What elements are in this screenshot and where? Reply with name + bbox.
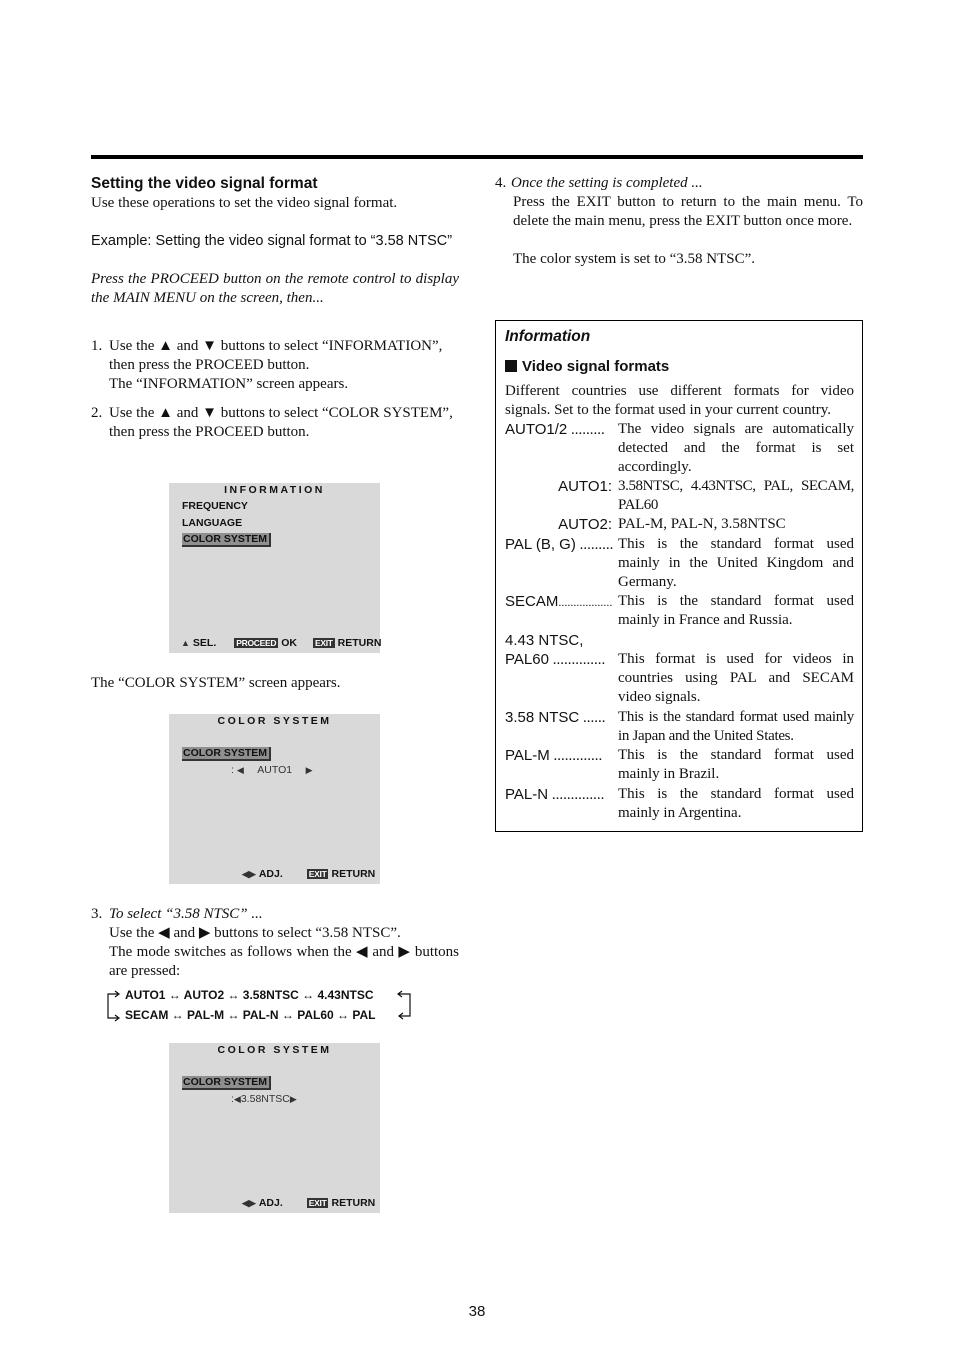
osd-value-row: : ◀︎ AUTO1 ▶︎ — [231, 764, 313, 776]
def-pal60: PAL60 .............. This format is used for videos in countries using PAL and SECAM video signals. — [505, 651, 854, 705]
left-arrow-icon: ◀︎ — [236, 765, 244, 775]
step-3-text-b: The mode switches as follows when the ◀ and ▶ buttons are pressed: — [109, 944, 459, 979]
step-4-text-a: Press the EXIT button to return to the main menu. To delete the main menu, press the EXIT button once more. — [513, 194, 863, 229]
info-title: Information — [505, 328, 591, 345]
adj-label: ADJ. — [258, 868, 283, 880]
color-system-appears-text: The “COLOR SYSTEM” screen appears. — [91, 675, 341, 691]
osd-information-screen — [169, 483, 380, 653]
def-term: PAL-N — [505, 786, 549, 803]
osd-footer — [242, 1197, 375, 1209]
adj-label: ADJ. — [258, 1197, 283, 1209]
return-label: RETURN — [331, 1197, 376, 1209]
osd-item-frequency: FREQUENCY — [182, 500, 248, 512]
def-term: SECAM — [505, 593, 559, 610]
page-number: 38 — [468, 1303, 486, 1320]
def-desc: This is the standard format used mainly in Japan and the United States. — [618, 709, 854, 744]
section-title: Setting the video signal format — [91, 175, 318, 192]
square-bullet-icon — [505, 360, 517, 372]
proceed-badge-icon: PROCEED — [236, 638, 277, 648]
info-subtitle: Video signal formats — [505, 358, 669, 375]
def-term: 4.43 NTSC, — [505, 632, 584, 649]
right-arrow-icon: ▶︎ — [289, 1094, 297, 1104]
def-desc: This is the standard format used mainly in the United Kingdom and Germany. — [618, 536, 854, 590]
def-pal-bg: PAL (B, G) ......... This is the standard format used mainly in the United Kingdom and Germany. — [505, 536, 854, 590]
def-term: AUTO2: — [558, 516, 612, 533]
def-auto2 — [505, 515, 854, 534]
right-column — [495, 174, 863, 269]
left-right-arrows-icon: ◀︎▶︎ — [242, 868, 256, 879]
osd-item-color-system: COLOR SYSTEM — [182, 533, 271, 547]
def-term: PAL-M — [505, 747, 550, 764]
example-text: Example: Setting the video signal format to “3.58 NTSC” — [91, 233, 453, 249]
left-column — [91, 174, 459, 442]
osd-title: COLOR SYSTEM — [217, 1044, 332, 1056]
def-auto12: AUTO1/2 ......... The video signals are automatically detected and the format is set accordingly. — [505, 421, 854, 475]
steps-list — [91, 337, 459, 442]
osd-footer — [242, 868, 375, 880]
step-2: 2. Use the ▲ and ▼ buttons to select “COLOR SYSTEM”, then press the PROCEED button. — [91, 405, 453, 440]
return-label: RETURN — [331, 868, 376, 880]
exit-badge-icon: EXIT — [308, 1198, 327, 1208]
osd-value-row: :◀︎3.58NTSC▶︎ — [231, 1093, 297, 1105]
def-secam: SECAM.................. This is the standard format used mainly in France and Russia. — [505, 593, 854, 628]
osd-title: INFORMATION — [224, 484, 325, 496]
info-intro: Different countries use different formats for video signals. Set to the format used in your current country. — [505, 383, 854, 418]
osd-title: COLOR SYSTEM — [217, 715, 332, 727]
exit-badge-icon: EXIT — [308, 869, 327, 879]
osd-color-system-screen-1 — [169, 714, 380, 884]
left-right-arrows-icon: ◀︎▶︎ — [242, 1197, 256, 1208]
step-3: 3. To select “3.58 NTSC” ... Use the ◀ and ▶ buttons to select “3.58 NTSC”. The mode switches as follows when the ◀ and ▶ buttons are pressed: — [91, 906, 459, 979]
def-auto1 — [505, 477, 854, 515]
information-box — [495, 320, 863, 832]
osd-color-system-screen-2 — [169, 1043, 380, 1213]
proceed-note: Press the PROCEED button on the remote control to display the MAIN MENU on the screen, then... — [91, 271, 459, 306]
step-3-heading: To select “3.58 NTSC” ... — [109, 906, 263, 922]
def-desc: This is the standard format used mainly in France and Russia. — [618, 593, 854, 628]
def-358ntsc: 3.58 NTSC ...... This is the standard format used mainly in Japan and the United States. — [505, 709, 854, 744]
def-desc: The video signals are automatically detected and the format is set accordingly. — [618, 421, 854, 475]
step-3-text-a: Use the ◀ and ▶ buttons to select “3.58 NTSC”. — [109, 925, 401, 941]
osd-value: AUTO1 — [257, 764, 293, 776]
step-4-heading: Once the setting is completed ... — [511, 175, 703, 191]
step-1-text: Use the ▲ and ▼ buttons to select “INFORMATION”, then press the PROCEED button. — [109, 338, 443, 373]
up-down-arrows-icon: ▲︎ — [181, 638, 190, 648]
def-desc: PAL-M, PAL-N, 3.58NTSC — [618, 516, 786, 532]
top-rule — [91, 155, 863, 159]
intro-text: Use these operations to set the video signal format. — [91, 195, 398, 211]
ok-label: OK — [281, 637, 297, 649]
step-4: 4. Once the setting is completed ... Press the EXIT button to return to the main menu. To delete the main menu, press the EXIT button once more. The color system is set to “3.58 NTSC”. — [495, 175, 863, 267]
def-term: PAL60 — [505, 651, 549, 668]
osd-value: 3.58NTSC — [240, 1093, 290, 1105]
def-desc: This is the standard format used mainly in Brazil. — [618, 747, 854, 782]
def-desc: This format is used for videos in countries using PAL and SECAM video signals. — [618, 651, 854, 705]
cycle-row-1: AUTO1 ↔ AUTO2 ↔ 3.58NTSC ↔ 4.43NTSC — [125, 988, 374, 1002]
step-4-text-b: The color system is set to “3.58 NTSC”. — [513, 251, 756, 267]
osd-footer — [181, 637, 381, 649]
def-pal-n: PAL-N .............. This is the standard format used mainly in Argentina. — [505, 786, 854, 821]
def-pal-m: PAL-M ............. This is the standard format used mainly in Brazil. — [505, 747, 854, 782]
mode-cycle-diagram — [109, 986, 375, 1026]
exit-badge-icon: EXIT — [314, 638, 333, 648]
osd-item-color-system: COLOR SYSTEM — [182, 1076, 271, 1090]
osd-item-language: LANGUAGE — [182, 517, 243, 529]
cycle-arrows-icon — [106, 986, 422, 1026]
step-1-result: The “INFORMATION” screen appears. — [109, 376, 349, 392]
step-2-text: Use the ▲ and ▼ buttons to select “COLOR SYSTEM”, then press the PROCEED button. — [109, 405, 453, 440]
left-arrow-icon: ◀︎ — [233, 1094, 241, 1104]
right-arrow-icon: ▶︎ — [305, 765, 313, 775]
def-term: PAL (B, G) — [505, 536, 576, 553]
return-label: RETURN — [337, 637, 382, 649]
def-term: 3.58 NTSC — [505, 709, 580, 726]
sel-label: SEL. — [192, 637, 217, 649]
def-desc: 3.58NTSC, 4.43NTSC, PAL, SECAM, PAL60 — [618, 478, 854, 513]
def-term: AUTO1/2 — [505, 421, 568, 438]
step-1: 1. Use the ▲ and ▼ buttons to select “INFORMATION”, then press the PROCEED button. The “INFORMATION” screen appears. — [91, 338, 443, 392]
cycle-row-2: SECAM ↔ PAL-M ↔ PAL-N ↔ PAL60 ↔ PAL — [125, 1008, 376, 1022]
def-desc: This is the standard format used mainly in Argentina. — [618, 786, 854, 821]
osd-item-color-system: COLOR SYSTEM — [182, 747, 271, 761]
def-term: AUTO1: — [558, 478, 612, 495]
